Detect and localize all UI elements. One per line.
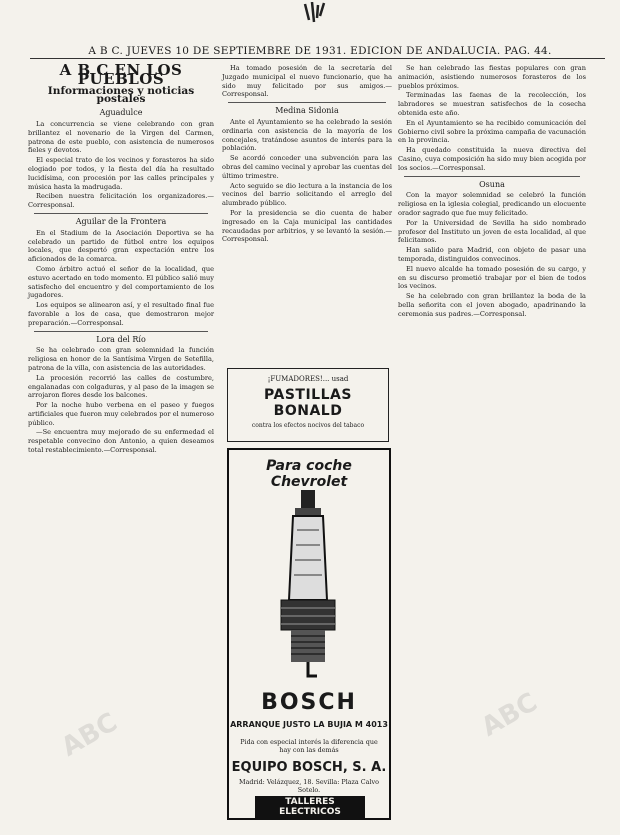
ink-blot-icon xyxy=(300,2,330,24)
paragraph: La concurrencia se viene celebrando con gran brillantez el novenario de la Virgen del Carmen, patrona de este pueblo, con asistencia de numerosos fieles y devotos. xyxy=(28,119,214,155)
column-3 xyxy=(398,64,586,320)
paragraph: En el Ayuntamiento se ha recibido comunicación del Gobierno civil sobre la próxima campaña de vacunación en la provincia. xyxy=(398,118,586,145)
paragraph: Como árbitro actuó el señor de la localidad, que estuvo acertado en todo momento. El público salió muy satisfecho del encuentro y del comportamiento de los jugadores. xyxy=(28,264,214,300)
ad-headline: Para coche Chevrolet xyxy=(266,458,352,490)
divider xyxy=(228,102,386,103)
paragraph: Ante el Ayuntamiento se ha celebrado la sesión ordinaria con asistencia de la mayoría de los concejales, tratándose asuntos de interés para la población. xyxy=(222,117,392,153)
paragraph: Con la mayor solemnidad se celebró la función religiosa en la iglesia colegial, predicando un elocuente orador sagrado que fue muy felicitado. xyxy=(398,191,586,217)
paragraph: La procesión recorrió las calles de costumbre, engalanadas con colgaduras, y al paso de la imagen se arrojaron flores desde los balcones. xyxy=(28,373,214,400)
paragraph: Se han celebrado las fiestas populares con gran animación, asistiendo numerosos forasteros de los pueblos próximos. xyxy=(398,64,586,90)
section-subtitle: Informaciones y noticias postales xyxy=(47,84,195,106)
ad-company: EQUIPO BOSCH, S. A. xyxy=(231,760,387,775)
paragraph: Ha quedado constituida la nueva directiva del Casino, cuya composición ha sido muy bien acogida por los socios.—Corresponsal. xyxy=(398,146,586,172)
paragraph: Han salido para Madrid, con objeto de pasar una temporada, distinguidos convecinos. xyxy=(398,246,586,263)
section-title: A B C EN LOS PUEBLOS xyxy=(59,61,183,88)
watermark: ABC xyxy=(476,687,543,743)
ad-intro: ¡FUMADORES!... usad xyxy=(267,375,349,383)
paragraph: En el Stadium de la Asociación Deportiva se ha celebrado un partido de fútbol entre los equipos locales, que despertó gran expectación entre los aficionados de la comarca. xyxy=(28,228,214,264)
paragraph: Reciben nuestra felicitación los organizadores.—Corresponsal. xyxy=(28,192,214,210)
paragraph: El nuevo alcalde ha tomado posesión de su cargo, y en su discurso prometió trabajar por el bien de todos los vecinos. xyxy=(398,264,586,291)
bosch-ad xyxy=(227,448,391,820)
pastillas-ad xyxy=(227,368,389,442)
ad-subtext: contra los efectos nocivos del tabaco xyxy=(251,422,365,429)
paragraph: Por la presidencia se dio cuenta de haber ingresado en la Caja municipal las cantidades recaudadas por arbitrios, y se levantó la sesión.—Corresponsal. xyxy=(222,208,392,244)
page-header: A B C. JUEVES 10 DE SEPTIEMBRE DE 1931. EDICION DE ANDALUCIA. PAG. 44. xyxy=(88,45,552,57)
town-heading: Medina Sidonia xyxy=(275,106,339,116)
paragraph: Por la Universidad de Sevilla ha sido nombrado profesor del Instituto un joven de esta localidad, al que felicitamos. xyxy=(398,218,586,245)
paragraph: Por la noche hubo verbena en el paseo y fuegos artificiales que fueron muy celebrados por el numeroso público. xyxy=(28,401,214,427)
ad-workshops: TALLERES ELECTRICOS xyxy=(255,796,365,818)
watermark: ABC xyxy=(56,707,123,763)
town-heading: Osuna xyxy=(479,179,505,189)
paragraph: Acto seguido se dio lectura a la instancia de los vecinos del barrio solicitando el arreglo del alumbrado público. xyxy=(222,181,392,208)
town-heading: Lora del Río xyxy=(96,334,146,344)
ad-tagline: ARRANQUE JUSTO LA BUJIA M 4013 xyxy=(230,720,388,729)
divider xyxy=(34,331,208,332)
column-2 xyxy=(222,64,392,245)
ad-address: Madrid: Velázquez, 18. Sevilla: Plaza Calvo Sotelo. xyxy=(239,778,379,794)
divider xyxy=(34,213,208,214)
advertisement xyxy=(225,368,391,818)
paragraph: Ha tomado posesión de la secretaría del Juzgado municipal el nuevo funcionario, que ha sido muy felicitado por sus amigos.—Corresponsal. xyxy=(222,64,392,99)
paragraph: —Se encuentra muy mejorado de su enfermedad el respetable convecino don Antonio, a quien deseamos total restablecimiento.—Corresponsal. xyxy=(28,428,214,455)
divider xyxy=(404,176,580,177)
paragraph: Terminadas las faenas de la recolección, los labradores se muestran satisfechos de la cosecha obtenida este año. xyxy=(398,91,586,117)
spark-plug-icon xyxy=(257,490,362,680)
column-1 xyxy=(28,61,214,456)
town-heading: Aguilar de la Frontera xyxy=(75,216,167,226)
paragraph: Se acordó conceder una subvención para las obras del camino vecinal y aprobar las cuentas del último trimestre. xyxy=(222,154,392,180)
paragraph: El especial trato de los vecinos y forasteros ha sido elogiado por todos, y la fiesta del día ha resultado lucidísima, con procesión por las calles principales y música hasta la madrugada. xyxy=(28,156,214,191)
ad-brand-bosch: BOSCH xyxy=(261,690,357,715)
paragraph: Se ha celebrado con gran solemnidad la función religiosa en honor de la Santísima Virgen de Setefilla, patrona de la villa, con asistencia de las autoridades. xyxy=(28,346,214,372)
ad-body: Pida con especial interés la diferencia que hay con las demás xyxy=(240,738,378,754)
header-rule xyxy=(30,58,605,59)
paragraph: Se ha celebrado con gran brillantez la boda de la bella señorita con el joven abogado, apadrinando la ceremonia sus padres.—Corresponsal. xyxy=(398,292,586,318)
town-heading: Aguadulce xyxy=(99,108,143,118)
ad-brand: PASTILLAS BONALD xyxy=(264,387,352,419)
paragraph: Los equipos se alinearon así, y el resultado final fue favorable a los de casa, que demostraron mejor preparación.—Corresponsal. xyxy=(28,301,214,327)
